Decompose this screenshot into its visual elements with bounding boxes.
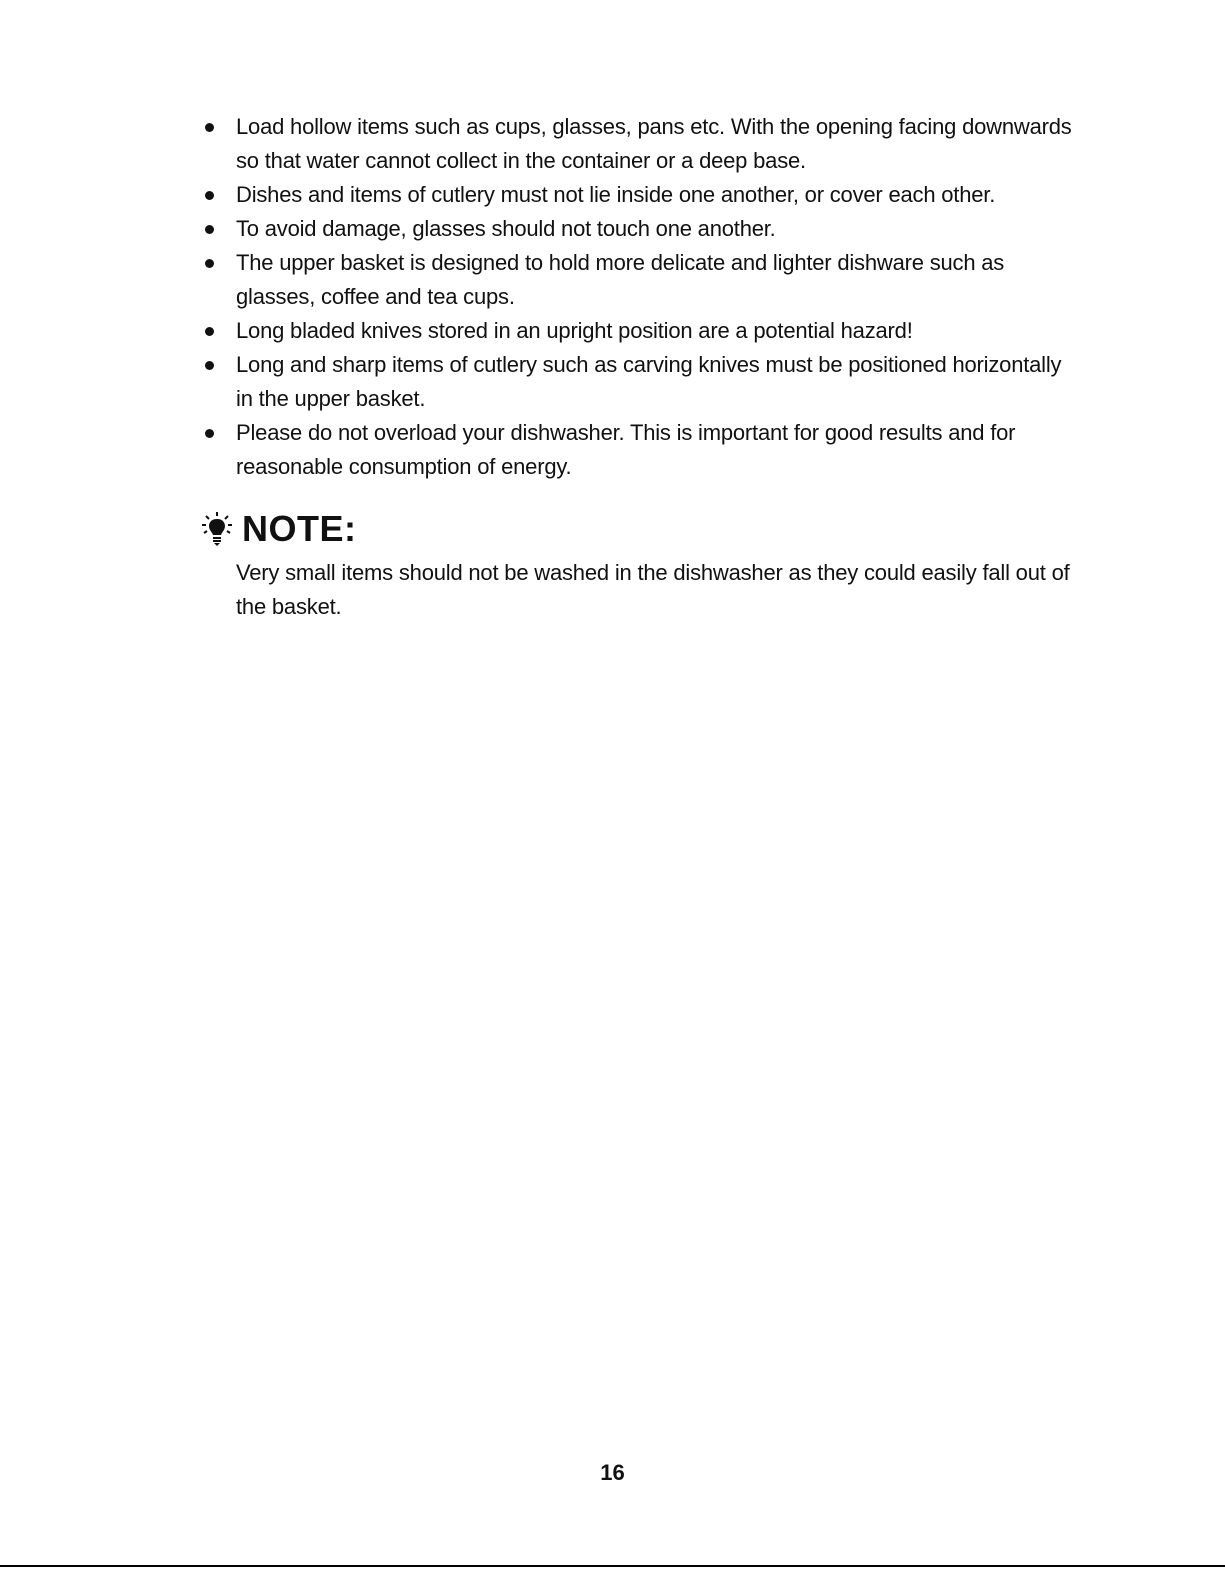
list-item (200, 110, 1080, 178)
bullet-icon (205, 225, 214, 234)
list-item (200, 314, 1080, 348)
lightbulb-icon (200, 511, 234, 547)
note-title: NOTE: (242, 508, 357, 549)
list-item-text: Dishes and items of cutlery must not lie inside one another, or cover each other. (236, 182, 996, 207)
instruction-list (200, 110, 1080, 484)
bullet-icon (205, 429, 214, 438)
list-item-text: Long bladed knives stored in an upright position are a potential hazard! (236, 318, 913, 343)
bullet-icon (205, 259, 214, 268)
note-heading (200, 505, 357, 553)
list-item (200, 246, 1080, 314)
list-item-text: Long and sharp items of cutlery such as carving knives must be positioned horizontally in the upper basket. (236, 352, 1062, 411)
list-item (200, 212, 1080, 246)
list-item-text: Please do not overload your dishwasher. This is important for good results and for reasonable consumption of energy. (236, 420, 1016, 479)
page-number: 16 (600, 1460, 625, 1485)
list-item (200, 416, 1080, 484)
bullet-icon (205, 327, 214, 336)
list-item (200, 178, 1080, 212)
note-body: Very small items should not be washed in the dishwasher as they could easily fall out of the basket. (236, 560, 1070, 619)
bullet-icon (205, 123, 214, 132)
list-item-text: Load hollow items such as cups, glasses, pans etc. With the opening facing downwards so that water cannot collect in the container or a deep base. (236, 114, 1072, 173)
list-item (200, 348, 1080, 416)
page-bottom-divider (0, 1565, 1225, 1567)
list-item-text: To avoid damage, glasses should not touch one another. (236, 216, 776, 241)
bullet-icon (205, 361, 214, 370)
list-item-text: The upper basket is designed to hold more delicate and lighter dishware such as glasses, coffee and tea cups. (236, 250, 1005, 309)
bullet-icon (205, 191, 214, 200)
